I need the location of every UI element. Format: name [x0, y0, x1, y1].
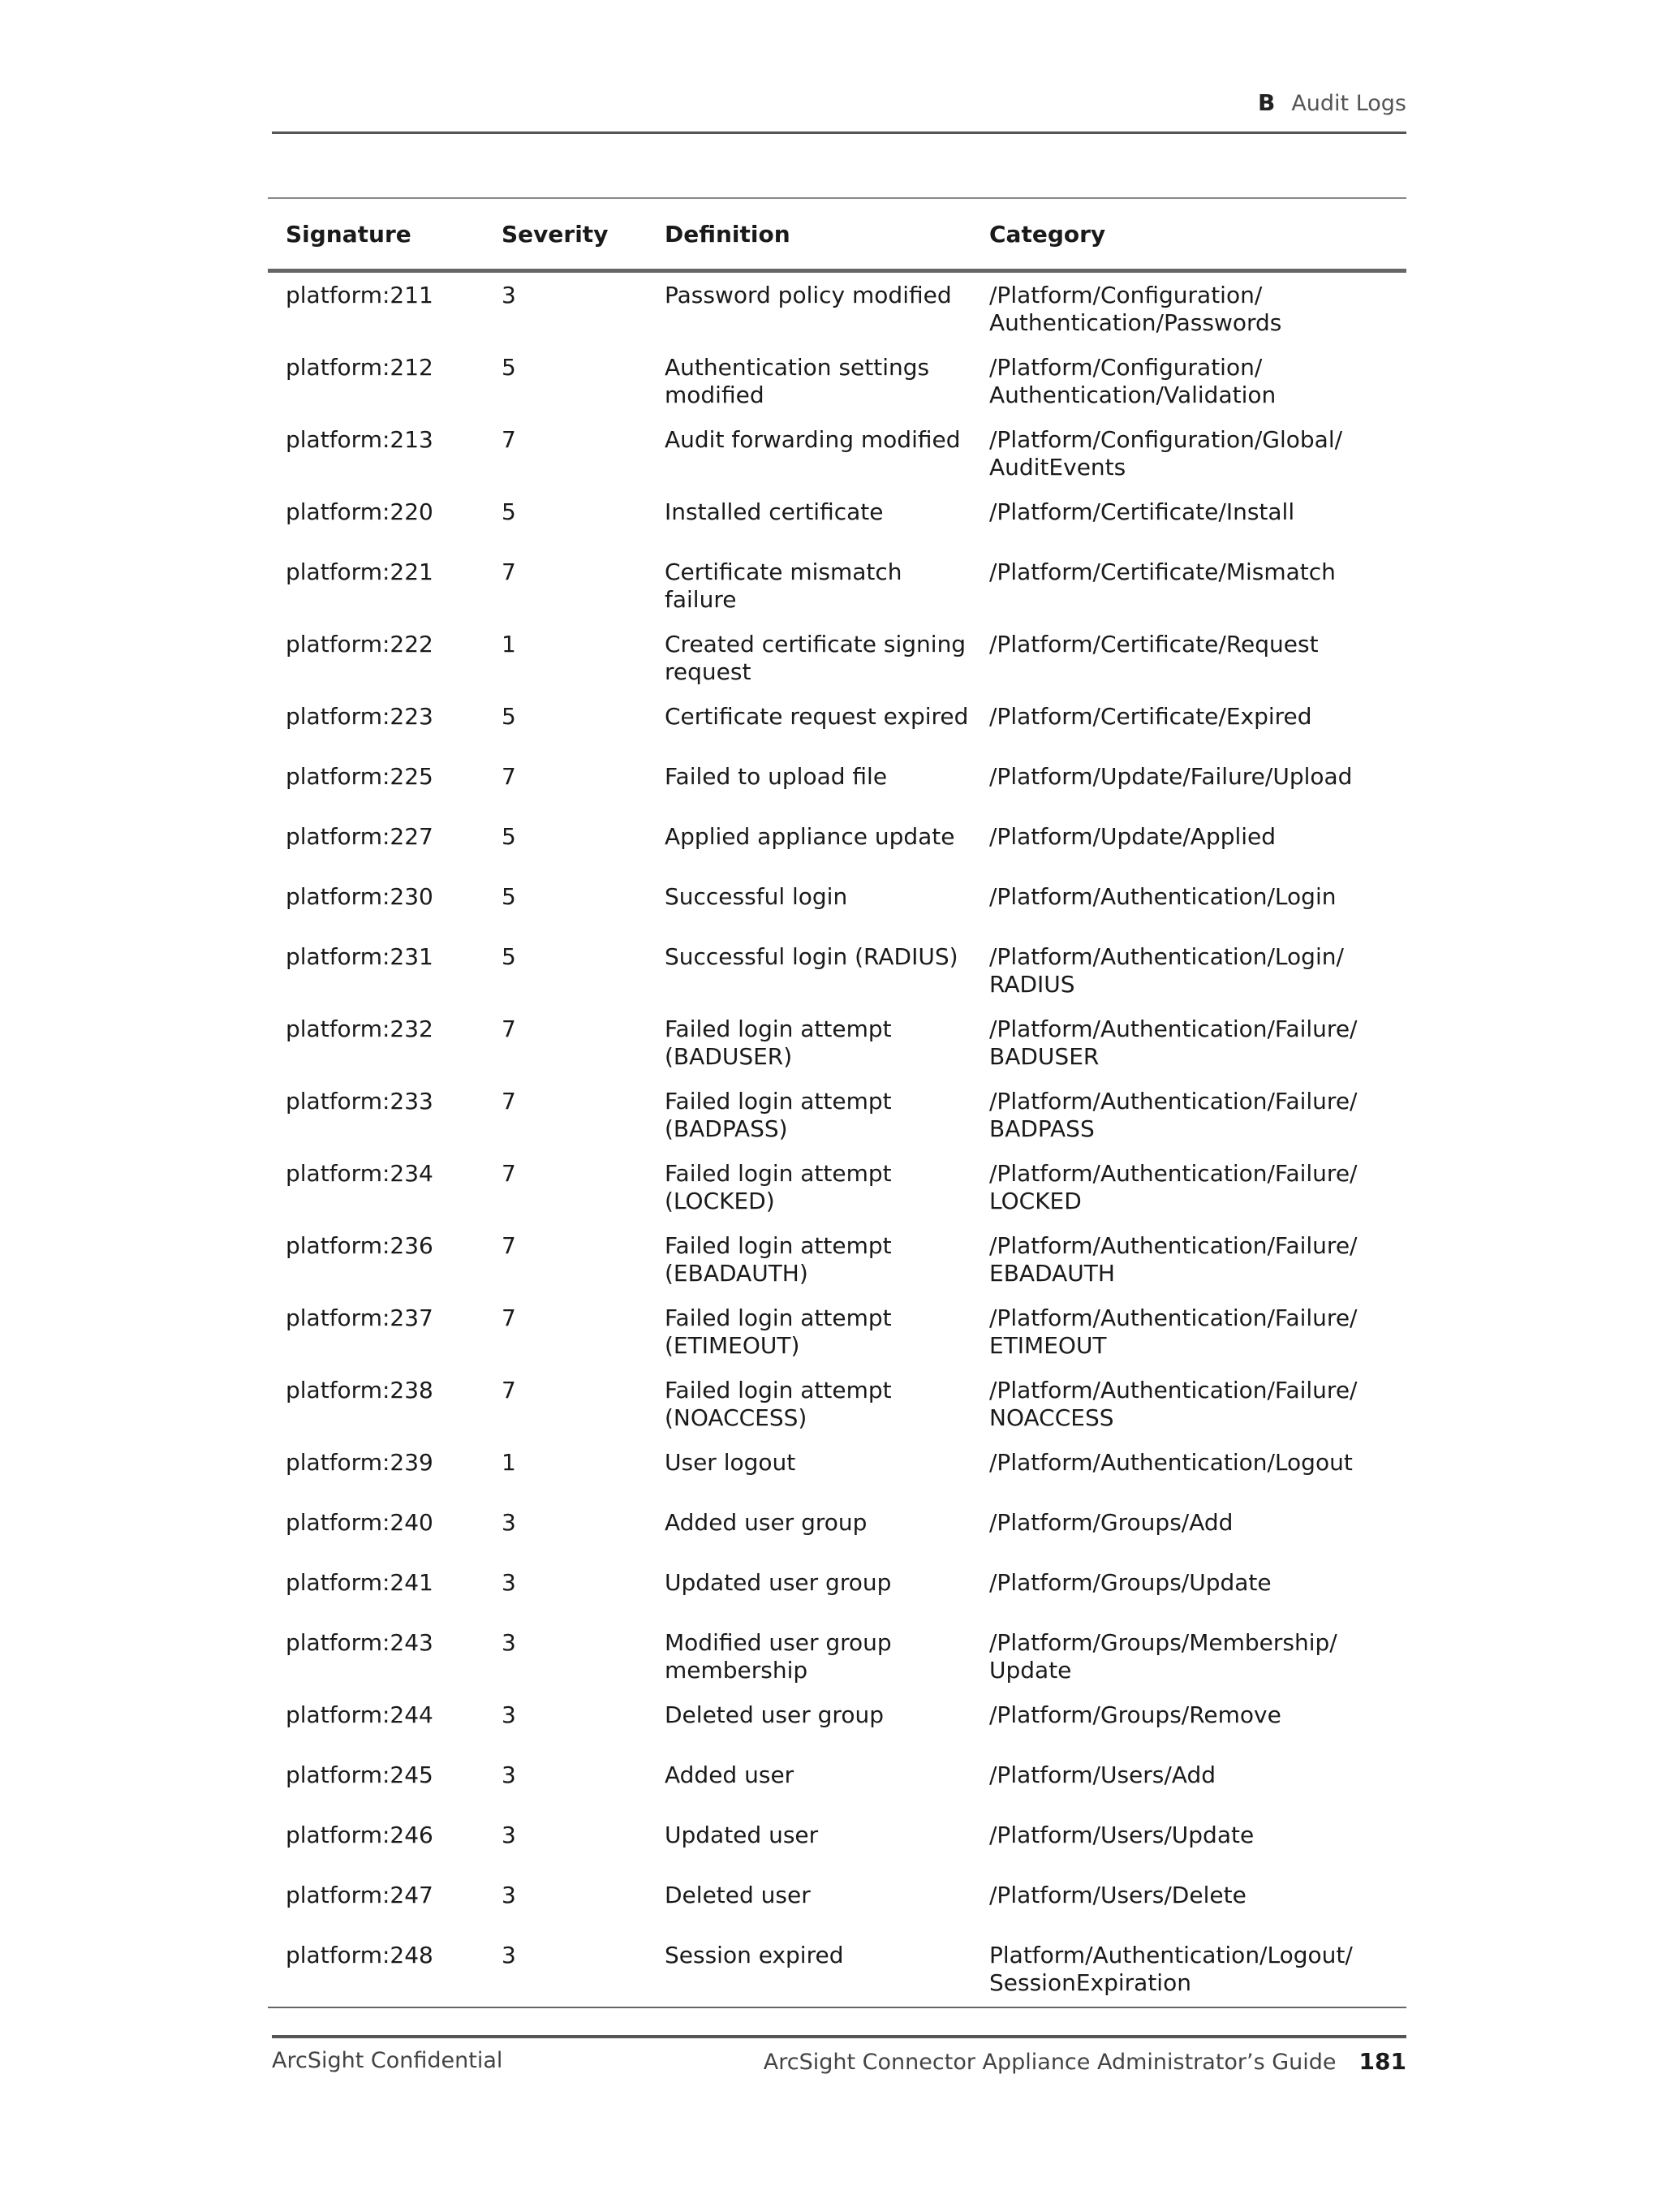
cell-severity: 3	[502, 1761, 516, 1788]
cell-severity: 3	[502, 1569, 516, 1596]
cell-signature: platform:234	[286, 1160, 433, 1187]
cell-definition: Created certificate signing request	[665, 631, 967, 685]
cell-definition: Updated user	[665, 1822, 819, 1848]
cell-definition: Added user	[665, 1761, 794, 1788]
table-row	[268, 1753, 1406, 1813]
cell-severity: 7	[502, 1377, 516, 1404]
cell-definition: Updated user group	[665, 1569, 892, 1596]
cell-category: /Platform/Configuration/ Authentication/Passwords	[989, 282, 1282, 336]
cell-category: Platform/Authentication/Logout/ SessionExpiration	[971, 1933, 1406, 2007]
table-row	[268, 1151, 1406, 1223]
cell-category: /Platform/Authentication/Failure/ EBADAUTH	[989, 1232, 1358, 1287]
table-row	[268, 550, 1406, 622]
cell-category: /Platform/Certificate/Request	[989, 631, 1319, 658]
cell-signature: platform:231	[286, 943, 433, 970]
table-row	[268, 1007, 1406, 1079]
cell-signature: platform:248	[268, 1933, 484, 2007]
cell-definition: Installed certificate	[665, 498, 884, 525]
cell-severity: 3	[502, 1882, 516, 1908]
cell-signature: platform:245	[286, 1761, 433, 1788]
table-row	[268, 489, 1406, 550]
cell-signature: platform:213	[286, 426, 433, 453]
cell-severity: 1	[502, 631, 516, 658]
cell-definition: Deleted user	[665, 1882, 811, 1908]
cell-severity: 5	[502, 883, 516, 910]
cell-severity: 7	[502, 1160, 516, 1187]
cell-category: /Platform/Certificate/Mismatch	[989, 558, 1336, 585]
cell-severity: 7	[502, 1232, 516, 1259]
cell-definition: Successful login (RADIUS)	[665, 943, 958, 970]
footer-confidential: ArcSight Confidential	[272, 2048, 503, 2073]
cell-category: /Platform/Groups/Add	[989, 1509, 1234, 1536]
cell-severity: 5	[502, 703, 516, 730]
cell-category: /Platform/Authentication/Failure/ ETIMEOUT	[989, 1304, 1358, 1359]
cell-signature: platform:221	[286, 558, 433, 585]
cell-severity: 3	[502, 1629, 516, 1656]
page-footer	[272, 2035, 1406, 2075]
cell-definition: Failed login attempt (NOACCESS)	[665, 1377, 892, 1431]
cell-signature: platform:239	[286, 1449, 433, 1476]
table-row	[268, 1692, 1406, 1753]
cell-category: /Platform/Authentication/Failure/ NOACCESS	[989, 1377, 1358, 1431]
cell-category: /Platform/Users/Update	[989, 1822, 1255, 1848]
header-row	[268, 198, 1406, 271]
cell-definition: Failed login attempt (EBADAUTH)	[665, 1232, 892, 1287]
column-header-category: Category	[971, 198, 1406, 271]
cell-severity: 3	[502, 1701, 516, 1728]
cell-signature: platform:243	[286, 1629, 433, 1656]
cell-signature: platform:222	[286, 631, 433, 658]
cell-definition: Failed login attempt (BADUSER)	[665, 1015, 892, 1070]
cell-definition: Failed login attempt (LOCKED)	[665, 1160, 892, 1214]
table-row	[268, 1620, 1406, 1692]
cell-severity: 1	[502, 1449, 516, 1476]
table-row	[268, 1079, 1406, 1151]
table-row	[268, 934, 1406, 1007]
table-row	[268, 271, 1406, 346]
table-row	[268, 1813, 1406, 1873]
cell-category: /Platform/Update/Applied	[989, 823, 1277, 850]
cell-signature: platform:232	[286, 1015, 433, 1042]
cell-signature: platform:240	[286, 1509, 433, 1536]
cell-category: /Platform/Authentication/Failure/ LOCKED	[989, 1160, 1358, 1214]
cell-category: /Platform/Authentication/Login	[989, 883, 1337, 910]
table-header	[268, 198, 1406, 271]
cell-category: /Platform/Authentication/Login/ RADIUS	[989, 943, 1344, 998]
section-title: Audit Logs	[1291, 91, 1406, 116]
cell-severity: 7	[502, 763, 516, 790]
cell-category: /Platform/Groups/Membership/ Update	[989, 1629, 1337, 1684]
table-row	[268, 1440, 1406, 1500]
cell-severity: 5	[502, 823, 516, 850]
cell-signature: platform:211	[286, 282, 433, 308]
cell-definition: Password policy modified	[665, 282, 952, 308]
cell-signature: platform:237	[286, 1304, 433, 1331]
cell-category: /Platform/Configuration/Global/ AuditEvents	[989, 426, 1343, 481]
audit-log-table-container	[268, 197, 1406, 2008]
cell-definition: Deleted user group	[665, 1701, 884, 1728]
cell-category: /Platform/Authentication/Failure/ BADPASS	[989, 1088, 1358, 1142]
cell-definition: Added user group	[665, 1509, 868, 1536]
table-row	[268, 1368, 1406, 1440]
cell-severity: 5	[502, 354, 516, 381]
cell-category: /Platform/Authentication/Logout	[989, 1449, 1353, 1476]
table-row	[268, 694, 1406, 754]
cell-signature: platform:220	[286, 498, 433, 525]
cell-signature: platform:212	[286, 354, 433, 381]
cell-definition: Audit forwarding modified	[665, 426, 961, 453]
table-row	[268, 814, 1406, 874]
cell-severity: 7	[502, 1304, 516, 1331]
cell-signature: platform:233	[286, 1088, 433, 1115]
cell-definition: Session expired	[647, 1933, 971, 2007]
table-row	[268, 417, 1406, 489]
audit-log-table	[268, 197, 1406, 2008]
cell-category: /Platform/Configuration/ Authentication/Validation	[989, 354, 1277, 408]
cell-severity: 3	[484, 1933, 647, 2007]
column-header-definition: Definition	[647, 198, 971, 271]
cell-category: /Platform/Certificate/Install	[989, 498, 1295, 525]
cell-category: /Platform/Users/Add	[989, 1761, 1216, 1788]
table-row	[268, 1296, 1406, 1368]
cell-severity: 3	[502, 1509, 516, 1536]
footer-right	[764, 2048, 1406, 2075]
cell-signature: platform:241	[286, 1569, 433, 1596]
cell-category: /Platform/Groups/Remove	[989, 1701, 1281, 1728]
table-row	[268, 1873, 1406, 1933]
cell-signature: platform:236	[286, 1232, 433, 1259]
cell-signature: platform:244	[286, 1701, 433, 1728]
cell-severity: 7	[502, 426, 516, 453]
cell-category: /Platform/Authentication/Failure/ BADUSER	[989, 1015, 1358, 1070]
cell-signature: platform:246	[286, 1822, 433, 1848]
cell-category: /Platform/Update/Failure/Upload	[989, 763, 1353, 790]
cell-severity: 5	[502, 498, 516, 525]
cell-severity: 7	[502, 1088, 516, 1115]
table-row	[268, 1500, 1406, 1560]
appendix-letter: B	[1257, 89, 1276, 116]
cell-signature: platform:227	[286, 823, 433, 850]
table-row	[268, 345, 1406, 417]
cell-signature: platform:238	[286, 1377, 433, 1404]
cell-definition: Successful login	[665, 883, 848, 910]
cell-category: /Platform/Groups/Update	[989, 1569, 1272, 1596]
cell-definition: Modified user group membership	[665, 1629, 892, 1684]
cell-signature: platform:230	[286, 883, 433, 910]
cell-severity: 3	[502, 1822, 516, 1848]
footer-guide-title: ArcSight Connector Appliance Administrator’s Guide	[763, 2050, 1337, 2075]
cell-definition: Certificate mismatch failure	[665, 558, 902, 613]
cell-signature: platform:225	[286, 763, 433, 790]
cell-severity: 7	[502, 1015, 516, 1042]
cell-definition: Failed to upload file	[665, 763, 888, 790]
table-row	[268, 874, 1406, 934]
column-header-signature: Signature	[268, 198, 484, 271]
cell-signature: platform:247	[286, 1882, 433, 1908]
table-row	[268, 1223, 1406, 1296]
cell-category: /Platform/Certificate/Expired	[989, 703, 1312, 730]
cell-severity: 5	[502, 943, 516, 970]
cell-definition: Failed login attempt (BADPASS)	[665, 1088, 892, 1142]
table-row	[268, 1560, 1406, 1620]
cell-severity: 7	[502, 558, 516, 585]
cell-definition: Authentication settings modified	[665, 354, 930, 408]
cell-signature: platform:223	[286, 703, 433, 730]
page-number: 181	[1358, 2048, 1406, 2075]
cell-definition: Failed login attempt (ETIMEOUT)	[665, 1304, 892, 1359]
table-row	[268, 754, 1406, 814]
table-body	[268, 271, 1406, 2008]
cell-severity: 3	[502, 282, 516, 308]
table-row	[268, 1933, 1406, 2007]
running-header	[272, 89, 1406, 134]
cell-definition: Applied appliance update	[665, 823, 955, 850]
cell-definition: User logout	[665, 1449, 796, 1476]
table-row	[268, 622, 1406, 694]
column-header-severity: Severity	[484, 198, 647, 271]
cell-category: /Platform/Users/Delete	[989, 1882, 1246, 1908]
cell-definition: Certificate request expired	[665, 703, 969, 730]
